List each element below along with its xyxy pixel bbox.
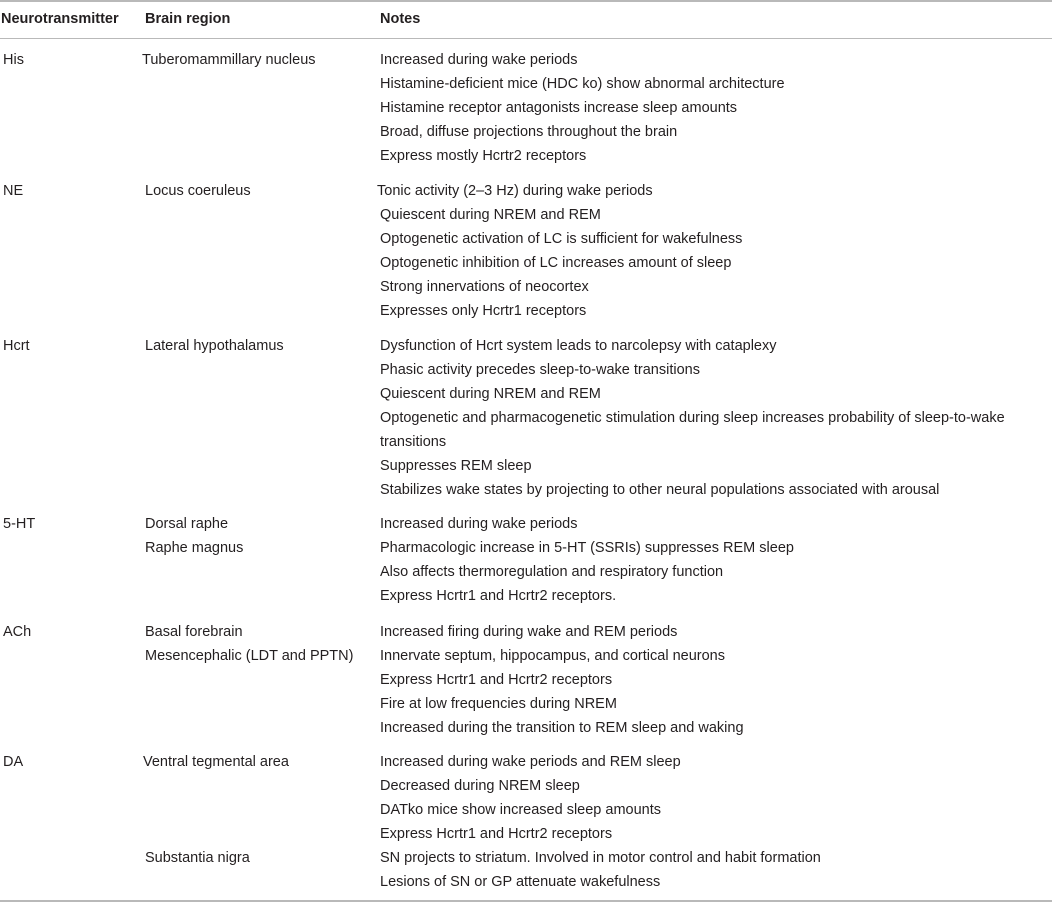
note-line: Histamine receptor antagonists increase sleep amounts <box>380 100 738 116</box>
cell-neurotransmitter: DA <box>3 754 24 770</box>
note-line: Decreased during NREM sleep <box>380 778 580 794</box>
cell-brain-region <box>145 512 243 560</box>
note-line: transitions <box>380 434 447 450</box>
cell-neurotransmitter: 5-HT <box>3 516 36 532</box>
note-line: Also affects thermoregulation and respiratory function <box>380 564 724 580</box>
cell-brain-region: Tuberomammillary nucleus <box>142 52 316 68</box>
header-notes: Notes <box>380 11 421 27</box>
cell-brain-region: Locus coeruleus <box>145 183 251 199</box>
cell-notes <box>380 48 785 168</box>
note-line: Histamine-deficient mice (HDC ko) show abnormal architecture <box>380 76 785 92</box>
note-line: Optogenetic inhibition of LC increases amount of sleep <box>380 255 732 271</box>
region-line: Raphe magnus <box>145 540 244 556</box>
note-line: Strong innervations of neocortex <box>380 279 589 295</box>
cell-neurotransmitter: His <box>3 52 24 68</box>
cell-neurotransmitter: ACh <box>3 624 32 640</box>
bottom-rule <box>0 900 1052 902</box>
top-rule <box>0 0 1052 2</box>
cell-notes <box>380 846 821 894</box>
note-line: Dysfunction of Hcrt system leads to narcolepsy with cataplexy <box>380 338 777 354</box>
region-line: Dorsal raphe <box>145 516 229 532</box>
cell-brain-region: Lateral hypothalamus <box>145 338 284 354</box>
note-line: DATko mice show increased sleep amounts <box>380 802 661 818</box>
note-line: Increased firing during wake and REM periods <box>380 624 678 640</box>
region-line: Basal forebrain <box>145 624 243 640</box>
note-line: Express Hcrtr1 and Hcrtr2 receptors <box>380 672 613 688</box>
note-line: SN projects to striatum. Involved in motor control and habit formation <box>380 850 821 866</box>
note-line: Quiescent during NREM and REM <box>380 386 601 402</box>
header-neurotransmitter: Neurotransmitter <box>1 11 119 27</box>
header-brain-region: Brain region <box>145 11 231 27</box>
cell-brain-region <box>145 620 353 668</box>
note-line: Quiescent during NREM and REM <box>380 207 601 223</box>
note-line: Increased during wake periods and REM sleep <box>380 754 681 770</box>
note-line: Suppresses REM sleep <box>380 458 532 474</box>
cell-notes <box>380 512 794 608</box>
note-line: Express Hcrtr1 and Hcrtr2 receptors <box>380 826 613 842</box>
note-line: Phasic activity precedes sleep-to-wake transitions <box>380 362 700 378</box>
note-line: Express Hcrtr1 and Hcrtr2 receptors. <box>380 588 617 604</box>
note-line: Express mostly Hcrtr2 receptors <box>380 148 587 164</box>
note-line: Increased during wake periods <box>380 52 578 68</box>
cell-neurotransmitter: NE <box>3 183 24 199</box>
note-line: Tonic activity (2–3 Hz) during wake periods <box>377 183 653 199</box>
cell-neurotransmitter: Hcrt <box>3 338 30 354</box>
cell-notes <box>380 620 744 740</box>
cell-brain-region: Substantia nigra <box>145 850 250 866</box>
note-line: Lesions of SN or GP attenuate wakefulness <box>380 874 661 890</box>
region-line: Mesencephalic (LDT and PPTN) <box>145 648 354 664</box>
note-line: Optogenetic activation of LC is sufficient for wakefulness <box>380 231 743 247</box>
cell-notes <box>377 179 742 323</box>
note-line: Stabilizes wake states by projecting to other neural populations associated with arousal <box>380 482 940 498</box>
cell-notes <box>380 750 681 846</box>
note-line: Broad, diffuse projections throughout the brain <box>380 124 678 140</box>
note-line: Pharmacologic increase in 5-HT (SSRIs) suppresses REM sleep <box>380 540 794 556</box>
header-rule <box>0 38 1052 39</box>
note-line: Increased during wake periods <box>380 516 578 532</box>
note-line: Innervate septum, hippocampus, and cortical neurons <box>380 648 725 664</box>
note-line: Increased during the transition to REM sleep and waking <box>380 720 744 736</box>
cell-brain-region: Ventral tegmental area <box>143 754 289 770</box>
note-line: Optogenetic and pharmacogenetic stimulation during sleep increases probability of sleep-to-wake <box>380 410 1005 426</box>
note-line: Expresses only Hcrtr1 receptors <box>380 303 587 319</box>
note-line: Fire at low frequencies during NREM <box>380 696 617 712</box>
cell-notes <box>380 334 1005 502</box>
